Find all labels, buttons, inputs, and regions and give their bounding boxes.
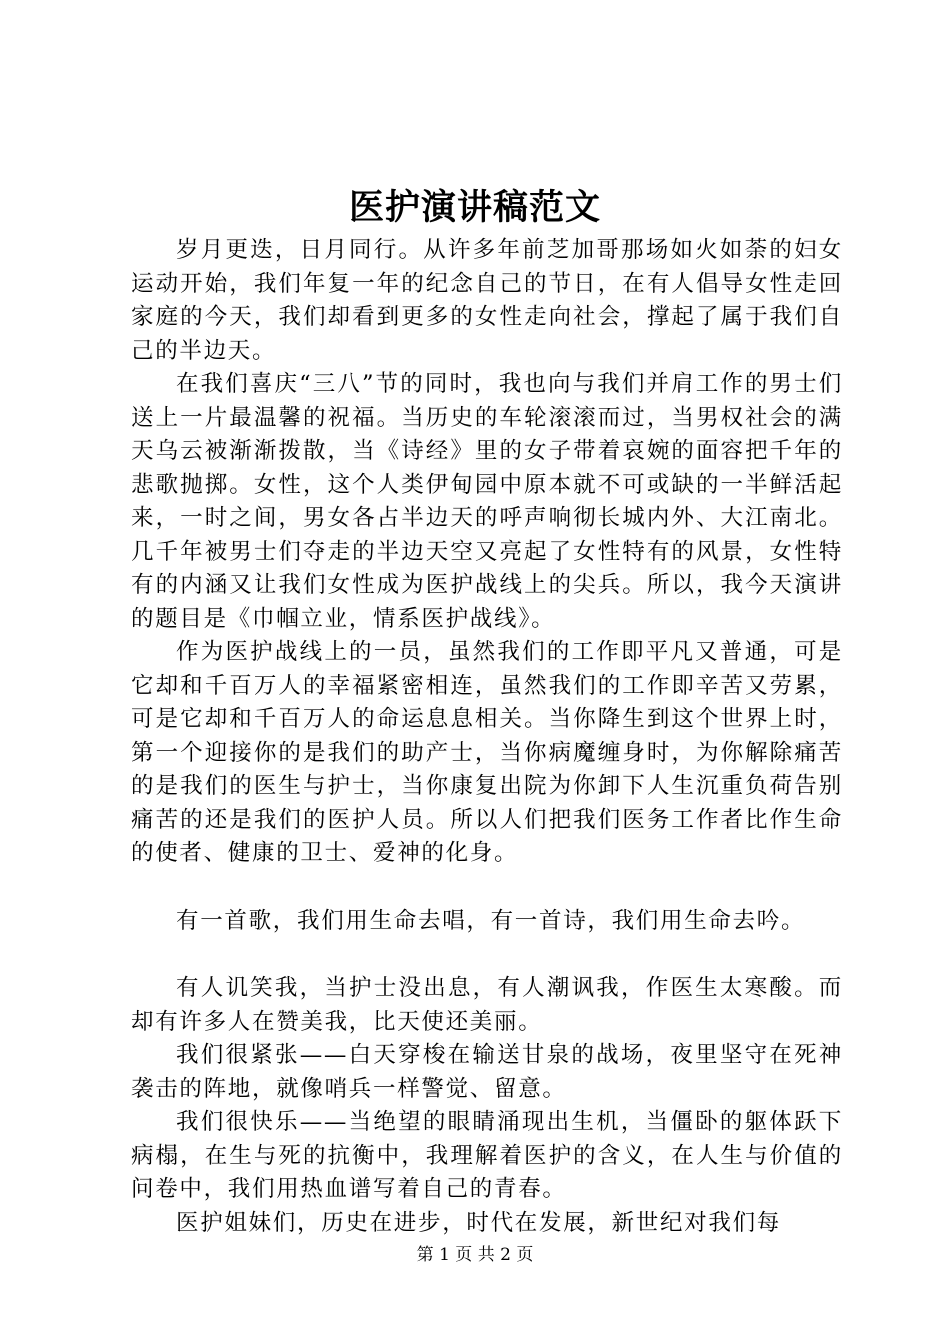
paragraph-5: 有人讥笑我，当护士没出息，有人潮讽我，作医生太寒酸。而却有许多人在赞美我，比天使还美丽。 — [131, 975, 843, 1035]
document-body — [131, 234, 843, 1240]
paragraph-8: 医护姐妹们，历史在进步，时代在发展，新世纪对我们每 — [176, 1209, 782, 1236]
paragraph-7: 我们很快乐——当绝望的眼睛涌现出生机，当僵卧的躯体跃下病榻，在生与死的抗衡中，我理解着医护的含义，在人生与价值的问卷中，我们用热血谱写着自己的青春。 — [131, 1109, 843, 1202]
paragraph-6: 我们很紧张——白天穿梭在输送甘泉的战场，夜里坚守在死神袭击的阵地，就像哨兵一样警觉、留意。 — [131, 1042, 843, 1102]
paragraph-1: 岁月更迭，日月同行。从许多年前芝加哥那场如火如荼的妇女运动开始，我们年复一年的纪念自己的节日，在有人倡导女性走回家庭的今天，我们却看到更多的女性走向社会，撑起了属于我们自己的半边天。 — [131, 237, 843, 364]
page-number-footer: 第 1 页 共 2 页 — [416, 1245, 534, 1265]
paragraph-4: 有一首歌，我们用生命去唱，有一首诗，我们用生命去吟。 — [176, 907, 806, 934]
paragraph-3: 作为医护战线上的一员，虽然我们的工作即平凡又普通，可是它却和千百万人的幸福紧密相连，虽然我们的工作即辛苦又劳累，可是它却和千百万人的命运息息相关。当你降生到这个世界上时，第一个迎接你的是我们的助产士，当你病魔缠身时，为你解除痛苦的是我们的医生与护士，当你康复出院为你卸下人生沉重负荷告别痛苦的还是我们的医护人员。所以人们把我们医务工作者比作生命的使者、健康的卫士、爱神的化身。 — [131, 639, 843, 866]
document-title: 医护演讲稿范文 — [348, 187, 601, 228]
paragraph-2: 在我们喜庆“三八”节的同时，我也向与我们并肩工作的男士们送上一片最温馨的祝福。当历史的车轮滚滚而过，当男权社会的满天乌云被渐渐拨散，当《诗经》里的女子带着哀婉的面容把千年的悲歌抛掷。女性，这个人类伊甸园中原本就不可或缺的一半鲜活起来，一时之间，男女各占半边天的呼声响彻长城内外、大江南北。几千年被男士们夺走的半边天空又亮起了女性特有的风景，女性特有的内涵又让我们女性成为医护战线上的尖兵。所以，我今天演讲的题目是《巾帼立业，情系医护战线》。 — [131, 371, 843, 632]
